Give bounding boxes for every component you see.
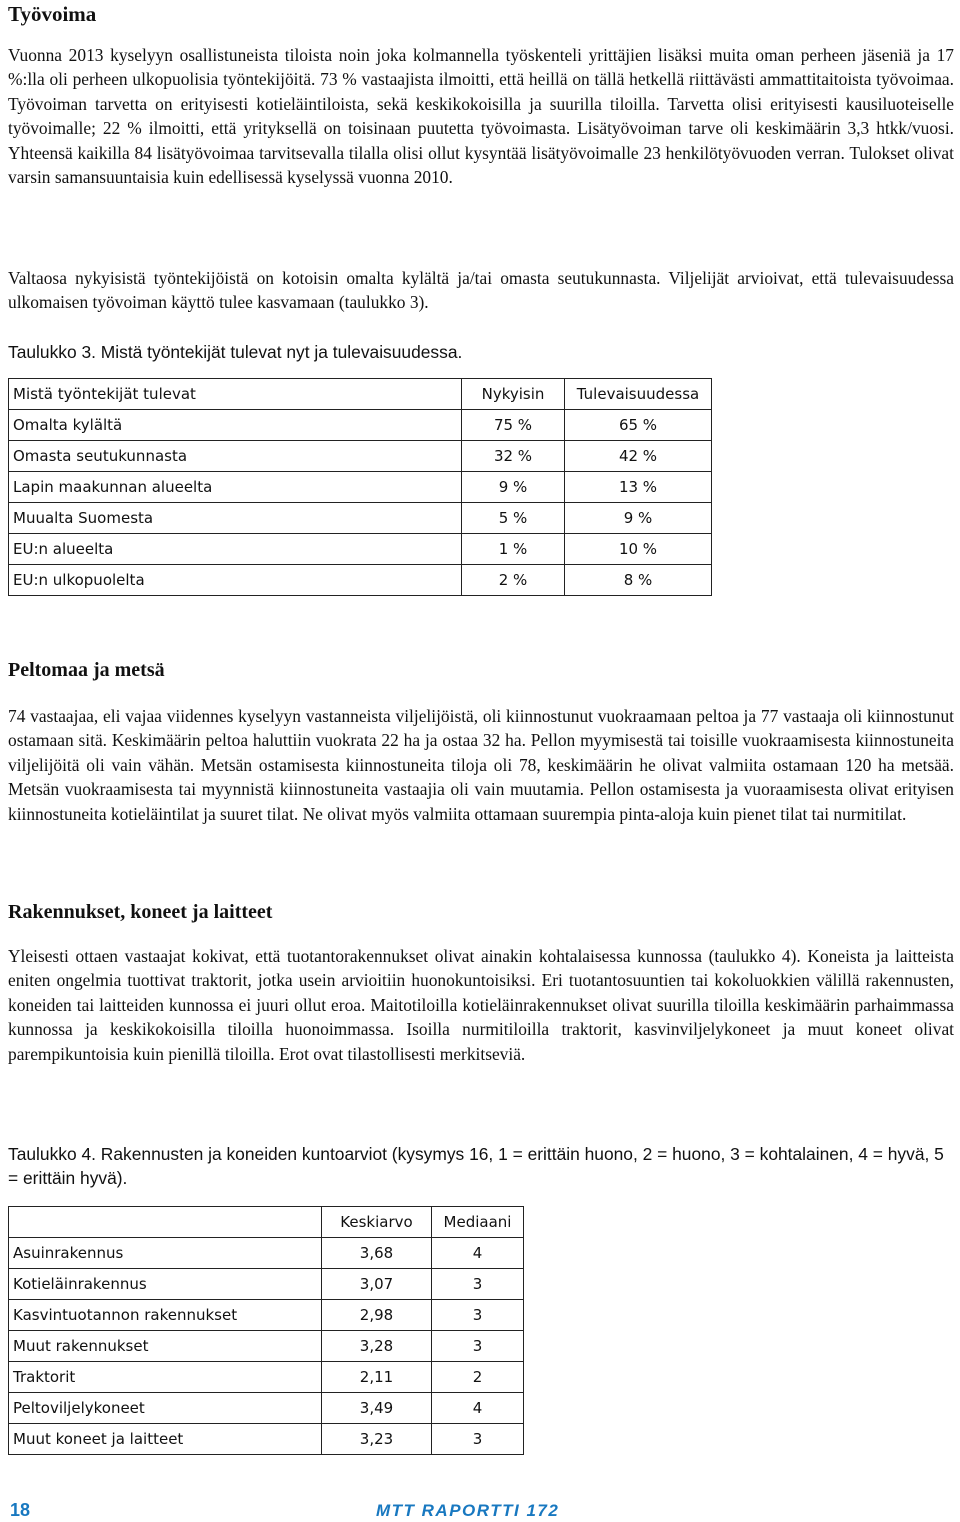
table-row xyxy=(9,503,712,534)
table-row xyxy=(9,1238,524,1269)
table-row xyxy=(9,534,712,565)
table-row xyxy=(9,1269,524,1300)
table-header-cell: Mediaani xyxy=(432,1207,524,1238)
table-header-cell: Tulevaisuudessa xyxy=(565,379,712,410)
table-cell: Lapin maakunnan alueelta xyxy=(9,472,462,503)
table-cell: 3,49 xyxy=(322,1393,432,1424)
paragraph-tyovoima-2: Valtaosa nykyisistä työntekijöistä on kotoisin omalta kylältä ja/tai omasta seutukunnasta. Viljelijät arvioivat, että tulevaisuudessa ulkomaisen työvoiman käyttö tulee kasvamaan (taulukko 3). xyxy=(8,268,954,313)
paragraph-tyovoima-1: Vuonna 2013 kyselyyn osallistuneista tiloista noin joka kolmannella työskenteli yrittäjien lisäksi muita oman perheen jäseniä ja 17 %:lla oli perheen ulkopuolisia työntekijöitä. 73 % vastaajista ilmoitti, että heillä on tällä hetkellä riittävästi ammattitaitoista työvoimaa. Työvoiman tarvetta on erityisesti kotieläintiloista, sekä keskikokoisilla ja suurilla tiloilla. Tarvetta olisi erityisesti kausiluoteiselle työvoimalle; 22 % ilmoitti, että yrityksellä on toisinaan puutetta työvoimasta. Lisätyövoiman tarve oli keskimäärin 3,3 htkk/vuosi. Yhteensä kaikilla 84 lisätyövoimaa tarvitsevalla tilalla olisi ollut kysyntää lisätyövoimalle 23 henkilötyövuoden verran. Tulokset olivat varsin samansuuntaisia kuin edellisessä kyselyssä vuonna 2010. xyxy=(8,45,954,188)
table-cell: Muut rakennukset xyxy=(9,1331,322,1362)
publication-logo: MTT RAPORTTI 172 xyxy=(376,1501,560,1520)
table-cell: 3,28 xyxy=(322,1331,432,1362)
table-cell: 2,11 xyxy=(322,1362,432,1393)
table-header-cell: Keskiarvo xyxy=(322,1207,432,1238)
table-cell: 5 % xyxy=(462,503,565,534)
table-cell: Omalta kylältä xyxy=(9,410,462,441)
table3-worker-origins xyxy=(8,378,712,596)
table-cell: 42 % xyxy=(565,441,712,472)
table-row xyxy=(9,1300,524,1331)
table-header-row xyxy=(9,1207,524,1238)
table-header-cell: Mistä työntekijät tulevat xyxy=(9,379,462,410)
table-row xyxy=(9,410,712,441)
table-cell: 3,07 xyxy=(322,1269,432,1300)
table-header-cell xyxy=(9,1207,322,1238)
table-row xyxy=(9,565,712,596)
table-cell: 3 xyxy=(432,1331,524,1362)
section-heading-peltomaa: Peltomaa ja metsä xyxy=(8,659,165,681)
table-cell: 2,98 xyxy=(322,1300,432,1331)
table-cell: 3,68 xyxy=(322,1238,432,1269)
table-cell: 32 % xyxy=(462,441,565,472)
section-heading-rakennukset: Rakennukset, koneet ja laitteet xyxy=(8,901,273,923)
table-cell: 4 xyxy=(432,1238,524,1269)
table-cell: 3 xyxy=(432,1300,524,1331)
table-cell: Asuinrakennus xyxy=(9,1238,322,1269)
table3-caption: Taulukko 3. Mistä työntekijät tulevat nyt ja tulevaisuudessa. xyxy=(8,342,463,362)
table-cell: 75 % xyxy=(462,410,565,441)
table-row xyxy=(9,472,712,503)
table-header-cell: Nykyisin xyxy=(462,379,565,410)
table-cell: 10 % xyxy=(565,534,712,565)
paragraph-peltomaa: 74 vastaajaa, eli vajaa viidennes kyselyyn vastanneista viljelijöistä, oli kiinnostunut vuokraamaan peltoa ja 77 vastaaja oli kiinnostunut ostamaan sitä. Keskimäärin peltoa haluttiin vuokrata 22 ha ja ostaa 32 ha. Pellon myymisestä tai toisille vuokraamisesta kiinnostuneita viljelijöitä oli vain vähän. Metsän ostamisesta kiinnostuneita tiloja oli 78, keskimäärin he olivat valmiita ostamaan 120 ha metsää. Metsän vuokraamisesta tai myynnistä kiinnostuneita vastaajia oli vain muutamia. Pellon ostamisesta ja vuoraamisesta olivat erityisen kiinnostuneita kotieläintilat ja suuret tilat. Ne olivat myös valmiita ottamaan suurempia pinta-aloja kuin pienet tilat tai nurmitilat. xyxy=(8,706,954,824)
table-cell: 1 % xyxy=(462,534,565,565)
table-cell: 3 xyxy=(432,1269,524,1300)
paragraph-rakennukset: Yleisesti ottaen vastaajat kokivat, että tuotantorakennukset olivat ainakin kohtalaisessa kunnossa (taulukko 4). Koneista ja laitteista eniten ongelmia tuottivat traktorit, jotka usein arvioitiin huonokuntoisiksi. Eri tuotantosuuntien tai kokoluokkien välillä rakennusten, koneiden tai laitteiden kunnossa ei juuri ollut eroa. Maitotiloilla kotieläinrakennukset olivat suurilla tiloilla keskimäärin parhaimmassa kunnossa ja keskikokoisilla tiloilla huonoimmassa. Isoilla nurmitiloilla traktorit, kasvinviljelykoneet ja muut koneet olivat parempikuntoisia kuin pienillä tiloilla. Erot ovat tilastollisesti merkitseviä. xyxy=(8,946,954,1064)
table-cell: Kotieläinrakennus xyxy=(9,1269,322,1300)
table-cell: Kasvintuotannon rakennukset xyxy=(9,1300,322,1331)
table-cell: EU:n alueelta xyxy=(9,534,462,565)
table-cell: 3 xyxy=(432,1424,524,1455)
table-row xyxy=(9,1393,524,1424)
table-row xyxy=(9,1331,524,1362)
page-number: 18 xyxy=(10,1500,31,1520)
table-cell: Muut koneet ja laitteet xyxy=(9,1424,322,1455)
table-cell: 2 xyxy=(432,1362,524,1393)
table-cell: 4 xyxy=(432,1393,524,1424)
table-cell: 13 % xyxy=(565,472,712,503)
table-cell: 3,23 xyxy=(322,1424,432,1455)
table-cell: 9 % xyxy=(565,503,712,534)
table-cell: EU:n ulkopuolelta xyxy=(9,565,462,596)
table-row xyxy=(9,1362,524,1393)
table-cell: Peltoviljelykoneet xyxy=(9,1393,322,1424)
table-row xyxy=(9,441,712,472)
section-heading-tyovoima: Työvoima xyxy=(8,2,97,26)
table-cell: 9 % xyxy=(462,472,565,503)
table-cell: Traktorit xyxy=(9,1362,322,1393)
table-cell: 65 % xyxy=(565,410,712,441)
table4-condition-ratings xyxy=(8,1206,524,1455)
table-row xyxy=(9,1424,524,1455)
table-header-row xyxy=(9,379,712,410)
table-cell: Omasta seutukunnasta xyxy=(9,441,462,472)
table-cell: 2 % xyxy=(462,565,565,596)
table4-caption: Taulukko 4. Rakennusten ja koneiden kuntoarviot (kysymys 16, 1 = erittäin huono, 2 = huono, 3 = kohtalainen, 4 = hyvä, 5 = erittäin hyvä). xyxy=(8,1144,944,1188)
table-cell: 8 % xyxy=(565,565,712,596)
table-cell: Muualta Suomesta xyxy=(9,503,462,534)
